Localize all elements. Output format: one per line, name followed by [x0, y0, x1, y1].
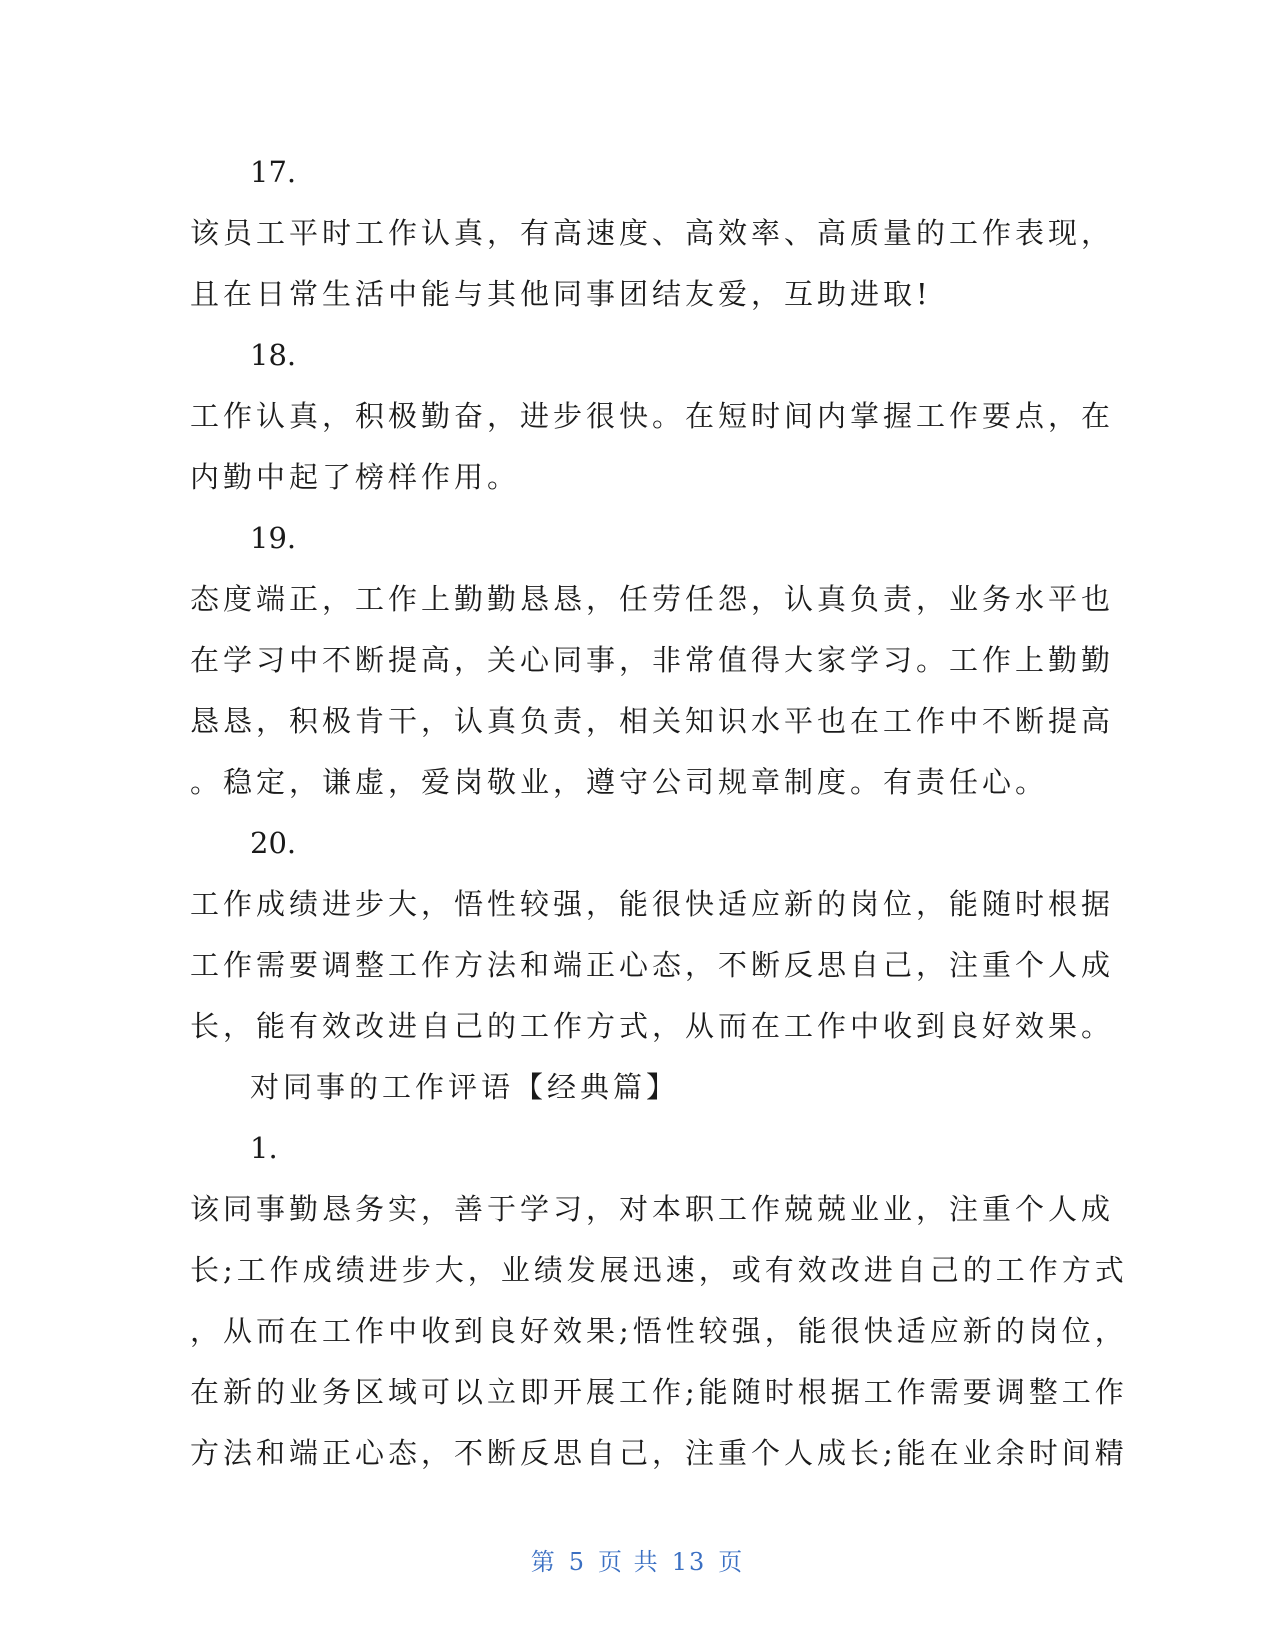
paragraph-line: 内勤中起了榜样作用。	[190, 460, 521, 494]
item-number-1: 1.	[250, 1131, 278, 1165]
paragraph-line: 该员工平时工作认真，有高速度、高效率、高质量的工作表现，	[190, 216, 1115, 250]
paragraph-line: 方法和端正心态，不断反思自己，注重个人成长;能在业余时间精	[190, 1436, 1128, 1470]
item-number-19: 19.	[250, 521, 297, 555]
item-number-17: 17.	[250, 155, 297, 189]
footer-prefix: 第	[530, 1548, 557, 1576]
item-number-18: 18.	[250, 338, 297, 372]
total-pages-number: 13	[671, 1548, 707, 1576]
paragraph-line: 恳恳，积极肯干，认真负责，相关知识水平也在工作中不断提高	[190, 704, 1115, 738]
item-number-20: 20.	[250, 826, 297, 860]
paragraph-line: 在学习中不断提高，关心同事，非常值得大家学习。工作上勤勤	[190, 643, 1115, 677]
paragraph-line: 。稳定，谦虚，爱岗敬业，遵守公司规章制度。有责任心。	[190, 765, 1049, 799]
paragraph-line: 长，能有效改进自己的工作方式，从而在工作中收到良好效果。	[190, 1009, 1115, 1043]
paragraph-line: 态度端正，工作上勤勤恳恳，任劳任怨，认真负责，业务水平也	[190, 582, 1115, 616]
paragraph-line: 工作需要调整工作方法和端正心态，不断反思自己，注重个人成	[190, 948, 1115, 982]
footer-middle: 页 共	[598, 1548, 660, 1576]
paragraph-line: 在新的业务区域可以立即开展工作;能随时根据工作需要调整工作	[190, 1375, 1128, 1409]
footer-suffix: 页	[718, 1548, 745, 1576]
page-footer	[0, 1542, 1275, 1577]
paragraph-line: 工作认真，积极勤奋，进步很快。在短时间内掌握工作要点，在	[190, 399, 1115, 433]
paragraph-line: 该同事勤恳务实，善于学习，对本职工作兢兢业业，注重个人成	[190, 1192, 1115, 1226]
section-heading: 对同事的工作评语【经典篇】	[250, 1070, 680, 1104]
paragraph-line: ，从而在工作中收到良好效果;悟性较强，能很快适应新的岗位，	[190, 1314, 1128, 1348]
document-body	[190, 142, 1128, 1484]
paragraph-line: 工作成绩进步大，悟性较强，能很快适应新的岗位，能随时根据	[190, 887, 1115, 921]
current-page-number: 5	[568, 1548, 587, 1576]
paragraph-line: 长;工作成绩进步大，业绩发展迅速，或有效改进自己的工作方式	[190, 1253, 1128, 1287]
paragraph-line: 且在日常生活中能与其他同事团结友爱，互助进取!	[190, 277, 932, 311]
